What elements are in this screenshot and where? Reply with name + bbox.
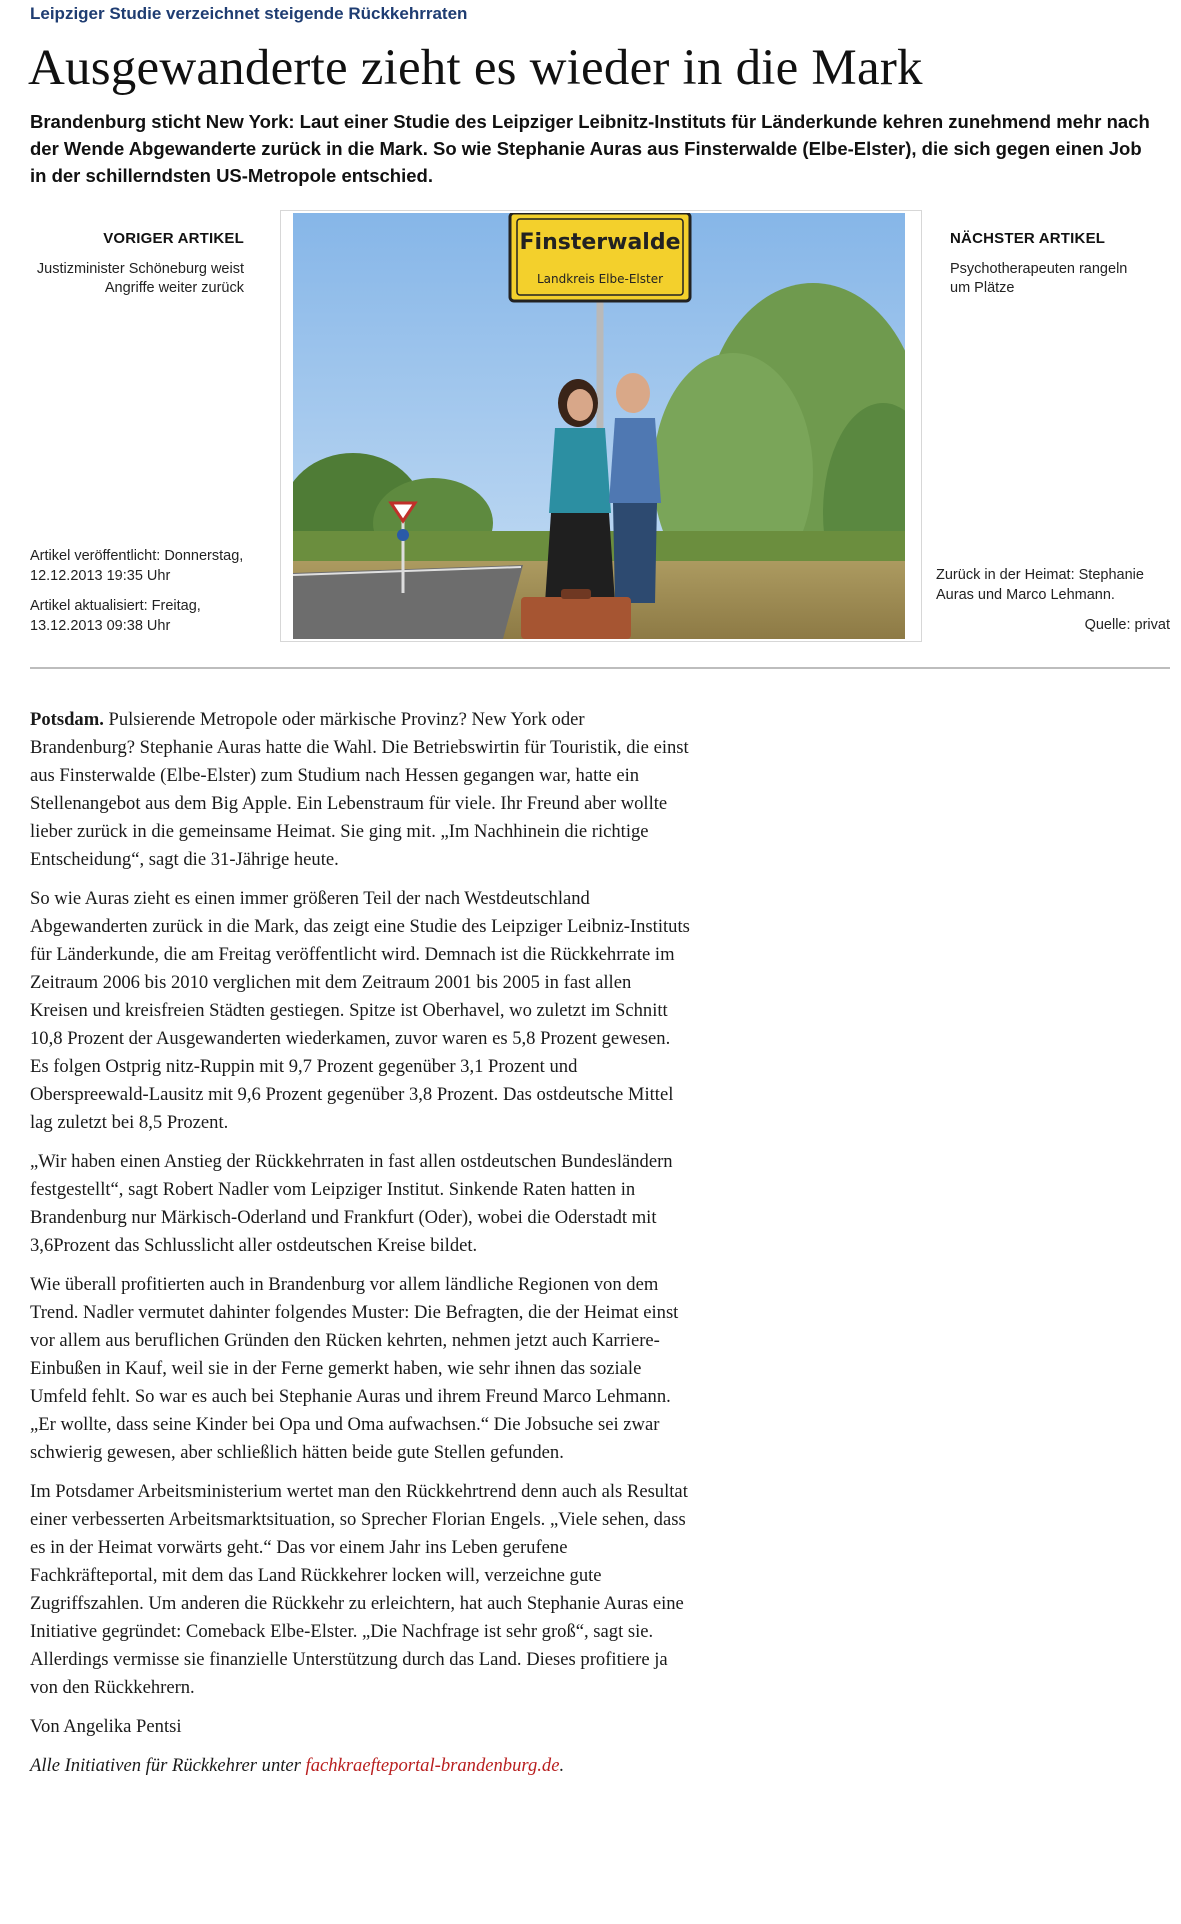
section-divider [30, 667, 1170, 669]
photo-illustration [293, 213, 905, 639]
previous-article-link[interactable]: Justizminister Schöneburg weist Angriffe weiter zurück [36, 261, 244, 296]
article-footer-note [30, 1752, 690, 1780]
article-lead: Brandenburg sticht New York: Laut einer Studie des Leipziger Leibnitz-Instituts für Länderkunde kehren zunehmend mehr nach der Wende Abgewanderte zurück in die Mark. So wie Stephanie Auras aus Finsterwalde (Elbe-Elster), die sich gegen einen Job in der schillerndsten US-Metropole entschied. [30, 111, 1150, 186]
footer-note-end: . [559, 1755, 565, 1776]
article-body [30, 706, 690, 1791]
updated-date: Artikel aktualisiert: Freitag, 13.12.2013 09:38 Uhr [30, 598, 201, 634]
next-article-heading: NÄCHSTER ARTIKEL [950, 230, 1106, 247]
article-byline: Von Angelika Pentsi [30, 1716, 182, 1737]
photo-caption: Zurück in der Heimat: Stephanie Auras und Marco Lehmann. [936, 567, 1144, 603]
article-paragraph-text: Pulsierende Metropole oder märkische Provinz? New York oder Brandenburg? Stephanie Auras hatte die Wahl. Die Betriebswirtin für Touristik, die einst aus Finsterwalde (Elbe-Elster) zum Studium nach Hessen gegangen war, hatte ein Stellenangebot aus dem Big Apple. Ein Lebenstraum für viele. Ihr Freund aber wollte lieber zurück in die gemeinsame Heimat. Sie ging mit. „Im Nachhinein die richtige Entscheidung“, sagt die 31-Jährige heute. [30, 709, 689, 870]
photo-source: Quelle: privat [1084, 617, 1170, 633]
published-date: Artikel veröffentlicht: Donnerstag, 12.12.2013 19:35 Uhr [30, 548, 244, 584]
article-paragraph: So wie Auras zieht es einen immer größeren Teil der nach Westdeutschland Abgewanderten zurück in die Mark, das zeigt eine Studie des Leipziger Leibniz-Instituts für Länderkunde, die am Freitag veröffentlicht wird. Demnach ist die Rückkehrrate im Zeitraum 2006 bis 2010 verglichen mit dem Zeitraum 2001 bis 2005 in fast allen Kreisen und kreisfreien Städten gestiegen. Spitze ist Oberhavel, wo zuletzt im Schnitt 10,8 Prozent der Ausgewanderten wiederkamen, zuvor waren es 5,8 Prozent gewesen. Es folgen Ostprig nitz-Ruppin mit 9,7 Prozent gegenüber 3,1 Prozent und Oberspreewald-Lausitz mit 9,6 Prozent gegenüber 3,8 Prozent. Das ostdeutsche Mittel lag zuletzt bei 8,5 Prozent. [30, 888, 690, 1133]
article-paragraph [30, 706, 690, 874]
article-photo[interactable] [293, 213, 905, 639]
article-paragraph: Im Potsdamer Arbeitsministerium wertet man den Rückkehrtrend denn auch als Resultat einer verbesserten Arbeitsmarktsituation, so Sprecher Florian Engels. „Viele sehen, dass es in der Heimat vorwärts geht.“ Das vor einem Jahr ins Leben gerufene Fachkräfteportal, mit dem das Land Rückkehrer locken will, verzeichne gute Zugriffszahlen. Um anderen die Rückkehr zu erleichtern, hat auch Stephanie Auras eine Initiative gegründet: Comeback Elbe-Elster. „Die Nachfrage ist sehr groß“, sagt sie. Allerdings vermisse sie finanzielle Unterstützung durch das Land. Dieses profitiere ja von den Rückkehrern. [30, 1481, 688, 1698]
sign-town-text: Finsterwalde [519, 230, 681, 255]
article-photo-frame [280, 210, 922, 642]
next-article-link[interactable]: Psychotherapeuten rangeln um Plätze [950, 261, 1128, 296]
article-kicker: Leipziger Studie verzeichnet steigende Rückkehrraten [30, 4, 468, 23]
footer-note-text: Alle Initiativen für Rückkehrer unter [30, 1755, 306, 1776]
article-paragraph: Wie überall profitierten auch in Brandenburg vor allem ländliche Regionen von dem Trend. Nadler vermutet dahinter folgendes Muster: Die Befragten, die der Heimat einst vor allem aus beruflichen Gründen den Rücken kehrten, nehmen jetzt auch Karriere-Einbußen in Kauf, weil sie in der Ferne gemerkt haben, wie sehr ihnen das soziale Umfeld fehlt. So war es auch bei Stephanie Auras und ihrem Freund Marco Lehmann. „Er wollte, dass seine Kinder bei Opa und Oma aufwachsen.“ Die Jobsuche sei zwar schwierig gewesen, aber schließlich hätten beide gute Stellen gefunden. [30, 1274, 679, 1463]
fachkraefteportal-link[interactable]: fachkraefteportal-brandenburg.de [305, 1755, 560, 1776]
article-paragraph: „Wir haben einen Anstieg der Rückkehrraten in fast allen ostdeutschen Bundesländern festgestellt“, sagt Robert Nadler vom Leipziger Institut. Sinkende Raten hatten in Brandenburg nur Märkisch-Oderland und Frankfurt (Oder), wobei die Oderstadt mit 3,6Prozent das Schlusslicht aller ostdeutschen Kreise bildet. [30, 1151, 673, 1256]
sign-district-text: Landkreis Elbe-Elster [536, 272, 664, 286]
previous-article-heading: VORIGER ARTIKEL [103, 230, 244, 247]
article-headline: Ausgewanderte zieht es wieder in die Mark [28, 40, 923, 96]
article-dateline: Potsdam. [30, 709, 104, 730]
